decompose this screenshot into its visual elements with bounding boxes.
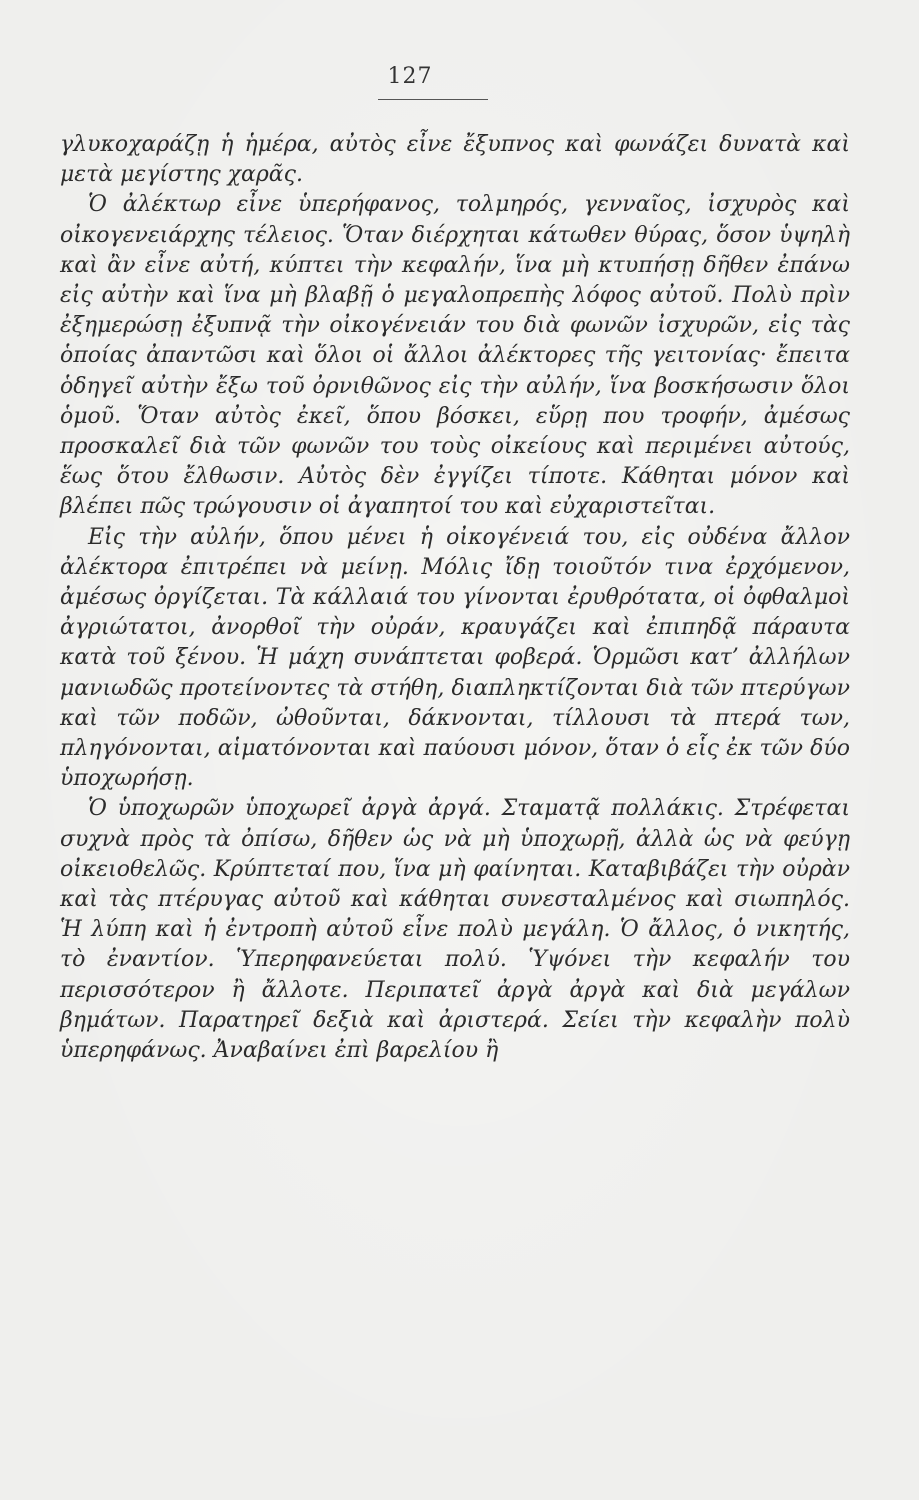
body-text	[60, 130, 850, 1066]
paragraph: Ὁ ὑποχωρῶν ὑποχωρεῖ ἀργὰ ἀργά. Σταματᾷ πολλάκις. Στρέφεται συχνὰ πρὸς τὰ ὀπίσω, δῆθεν ὡς νὰ μὴ ὑποχωρῇ, ἀλλὰ ὡς νὰ φεύγῃ οἰκειοθελῶς. Κρύπτεταί που, ἵνα μὴ φαίνηται. Καταβιβάζει τὴν οὐρὰν καὶ τὰς πτέρυγας αὐτοῦ καὶ κάθηται συνεσταλμένος καὶ σιωπηλός. Ἡ λύπη καὶ ἡ ἐντροπὴ αὐτοῦ εἶνε πολὺ μεγάλη. Ὁ ἄλλος, ὁ νικητής, τὸ ἐναντίον. Ὑπερηφανεύεται πολύ. Ὑψόνει τὴν κεφαλήν του περισσότερον ἢ ἄλλοτε. Περιπατεῖ ἀργὰ ἀργὰ καὶ διὰ μεγάλων βημάτων. Παρατηρεῖ δεξιὰ καὶ ἀριστερά. Σείει τὴν κεφαλὴν πολὺ ὑπερηφάνως. Ἀναβαίνει ἐπὶ βαρελίου ἢ	[60, 796, 850, 1064]
paragraph: Ὁ ἀλέκτωρ εἶνε ὑπερήφανος, τολμηρός, γενναῖος, ἰσχυρὸς καὶ οἰκογενειάρχης τέλειος. Ὅταν διέρχηται κάτωθεν θύρας, ὅσον ὑψηλὴ καὶ ἂν εἶνε αὐτή, κύπτει τὴν κεφαλήν, ἵνα μὴ κτυπήσῃ δῆθεν ἐπάνω εἰς αὐτὴν καὶ ἵνα μὴ βλαβῇ ὁ μεγαλοπρεπὴς λόφος αὐτοῦ. Πολὺ πρὶν ἐξημερώσῃ ἐξυπνᾷ τὴν οἰκογένειάν του διὰ φωνῶν ἰσχυρῶν, εἰς τὰς ὁποίας ἀπαντῶσι καὶ ὅλοι οἱ ἄλλοι ἀλέκτορες τῆς γειτονίας· ἔπειτα ὁδηγεῖ αὐτὴν ἔξω τοῦ ὀρνιθῶνος εἰς τὴν αὐλήν, ἵνα βοσκήσωσιν ὅλοι ὁμοῦ. Ὅταν αὐτὸς ἐκεῖ, ὅπου βόσκει, εὕρῃ που τροφήν, ἀμέσως προσκαλεῖ διὰ τῶν φωνῶν του τοὺς οἰκείους καὶ περιμένει αὐτούς, ἕως ὅτου ἔλθωσιν. Αὐτὸς δὲν ἐγγίζει τίποτε. Κάθηται μόνον καὶ βλέπει πῶς τρώγουσιν οἱ ἀγαπητοί του καὶ εὐχαριστεῖται.	[60, 192, 850, 520]
paragraph: γλυκοχαράζῃ ἡ ἡμέρα, αὐτὸς εἶνε ἔξυπνος καὶ φωνάζει δυνατὰ καὶ μετὰ μεγίστης χαρᾶς.	[60, 132, 850, 188]
header-rule	[378, 99, 488, 100]
page-number: 127	[387, 64, 433, 89]
paragraph: Εἰς τὴν αὐλήν, ὅπου μένει ἡ οἰκογένειά του, εἰς οὐδένα ἄλλον ἀλέκτορα ἐπιτρέπει νὰ μείνῃ. Μόλις ἴδῃ τοιοῦτόν τινα ἐρχόμενον, ἀμέσως ὀργίζεται. Τὰ κάλλαιά του γίνονται ἐρυθρότατα, οἱ ὀφθαλμοὶ ἀγριώτατοι, ἀνορθοῖ τὴν οὐράν, κραυγάζει καὶ ἐπιπηδᾷ πάραυτα κατὰ τοῦ ξένου. Ἡ μάχη συνάπτεται φοβερά. Ὁρμῶσι κατ’ ἀλλήλων μανιωδῶς προτείνοντες τὰ στήθη, διαπληκτίζονται διὰ τῶν πτερύγων καὶ τῶν ποδῶν, ὠθοῦνται, δάκνονται, τίλλουσι τὰ πτερά των, πληγόνονται, αἱματόνονται καὶ παύουσι μόνον, ὅταν ὁ εἷς ἐκ τῶν δύο ὑποχωρήσῃ.	[60, 524, 850, 792]
